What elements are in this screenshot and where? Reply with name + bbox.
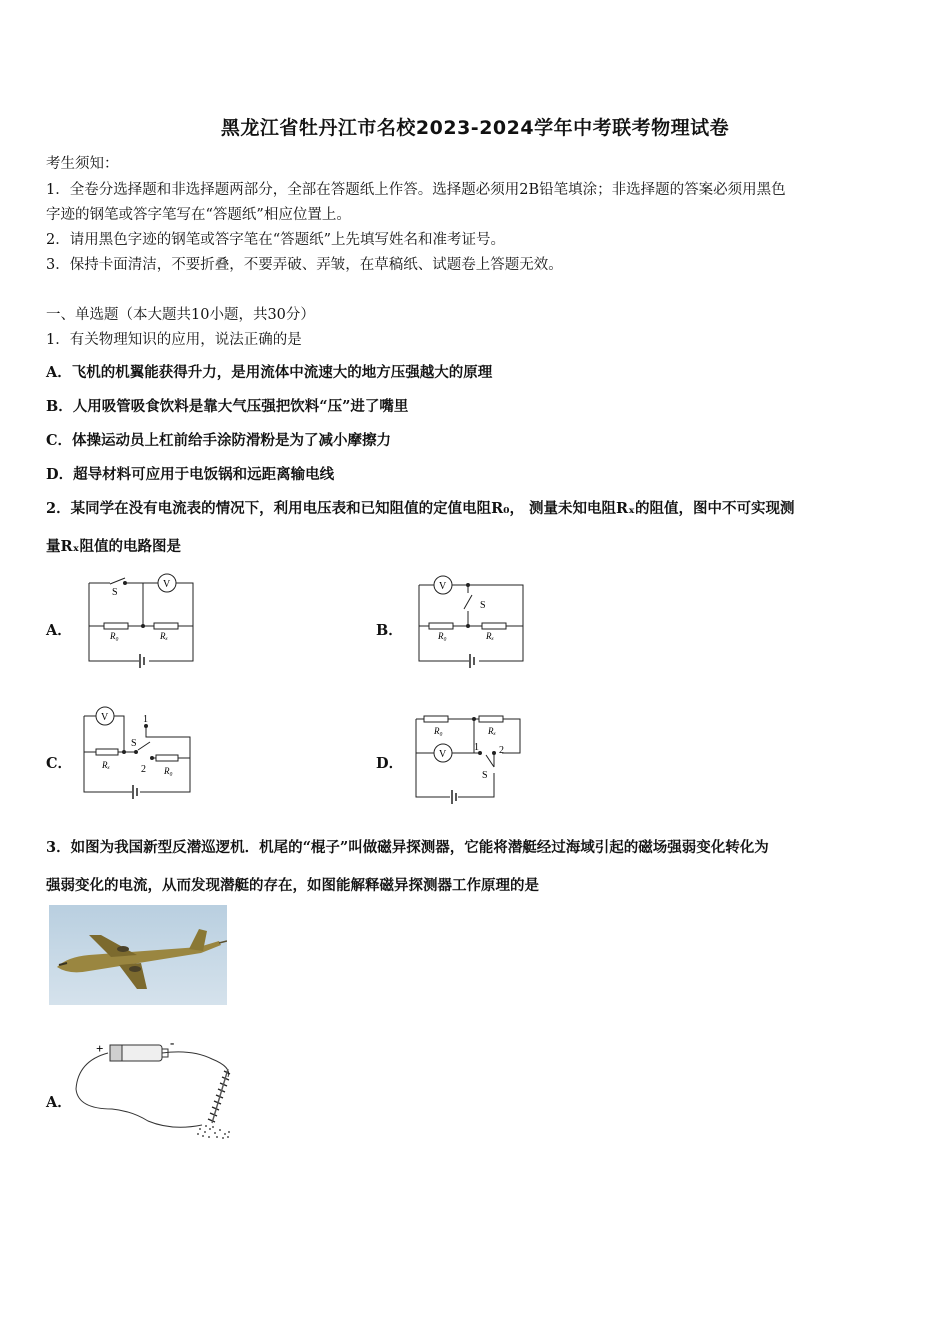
switch-label: S (482, 770, 488, 781)
notice-line-1b: 字迹的钢笔或答字笔写在“答题纸”相应位置上。 (46, 207, 351, 223)
voltmeter-label: V (439, 581, 447, 592)
section-heading: 一、单选题（本大题共10小题，共30分） (46, 307, 315, 323)
switch-label: S (112, 587, 118, 598)
resistor-r0-label: R₀ (434, 726, 443, 736)
electromagnet-illustration (72, 1037, 242, 1142)
negative-terminal-label: - (170, 1037, 175, 1050)
resistor-rx-label: Rₓ (102, 760, 111, 770)
circuit-diagram-a (82, 573, 200, 670)
circuit-diagram-c (80, 702, 196, 804)
switch-label: S (480, 600, 486, 611)
coil-icon (208, 1069, 230, 1123)
resistor-r0-label: R₀ (164, 766, 173, 776)
notice-line-3: 3．保持卡面清洁，不要折叠，不要弄破、弄皱，在草稿纸、试题卷上答题无效。 (46, 257, 563, 273)
iron-filings-icon (197, 1125, 230, 1139)
resistor-r0-label: R₀ (110, 631, 119, 641)
voltmeter-label: V (439, 749, 447, 760)
positive-terminal-label: + (96, 1041, 104, 1056)
q1-option-d: D．超导材料可应用于电饭锅和远距离输电线 (46, 466, 335, 483)
voltmeter-label: V (163, 579, 171, 590)
q2-option-d-label: D． (376, 755, 404, 772)
q2-option-c-label: C． (46, 755, 73, 772)
voltmeter-label: V (101, 712, 109, 723)
q1-option-b: B．人用吸管吸食饮料是靠大气压强把饮料“压”进了嘴里 (46, 398, 409, 415)
q2-option-a-label: A． (46, 622, 72, 639)
resistor-rx-label: Rₓ (486, 631, 495, 641)
terminal-1-label: 1 (474, 742, 479, 753)
circuit-diagram-b (412, 571, 530, 670)
patrol-aircraft-photo (49, 905, 227, 1005)
q1-stem: 1．有关物理知识的应用，说法正确的是 (46, 332, 302, 348)
resistor-rx-label: Rₓ (160, 631, 169, 641)
q3-stem-line1: 3．如图为我国新型反潜巡逻机．机尾的“棍子”叫做磁异探测器，它能将潜艇经过海域引起的磁场强弱变化转化为 (46, 839, 769, 856)
resistor-r0-label: R₀ (438, 631, 447, 641)
q3-option-a-label: A． (46, 1094, 72, 1111)
terminal-2-label: 2 (141, 764, 146, 775)
q3-stem-line2: 强弱变化的电流，从而发现潜艇的存在，如图能解释磁异探测器工作原理的是 (46, 877, 539, 894)
q1-option-c: C．体操运动员上杠前给手涂防滑粉是为了减小摩擦力 (46, 432, 392, 449)
q2-option-b-label: B． (376, 622, 403, 639)
terminal-2-label: 2 (499, 745, 504, 756)
circuit-diagram-d (410, 707, 526, 805)
notice-heading: 考生须知： (46, 156, 119, 172)
resistor-rx-label: Rₓ (488, 726, 497, 736)
notice-line-1: 1．全卷分选择题和非选择题两部分，全部在答题纸上作答。选择题必须用2B铅笔填涂；非选择题的答案必须用黑色 (46, 182, 786, 198)
switch-label: S (131, 738, 137, 749)
q2-stem-line2: 量Rₓ阻值的电路图是 (46, 538, 181, 555)
terminal-1-label: 1 (143, 714, 148, 725)
q1-option-a: A．飞机的机翼能获得升力，是用流体中流速大的地方压强越大的原理 (46, 364, 493, 381)
q2-stem-line1: 2．某同学在没有电流表的情况下，利用电压表和已知阻值的定值电阻R₀， 测量未知电阻Rₓ的阻值，图中不可实现测 (46, 500, 795, 517)
notice-line-2: 2．请用黑色字迹的钢笔或答字笔在“答题纸”上先填写姓名和准考证号。 (46, 232, 506, 248)
page-title: 黑龙江省牡丹江市名校2023-2024学年中考联考物理试卷 (220, 117, 730, 139)
